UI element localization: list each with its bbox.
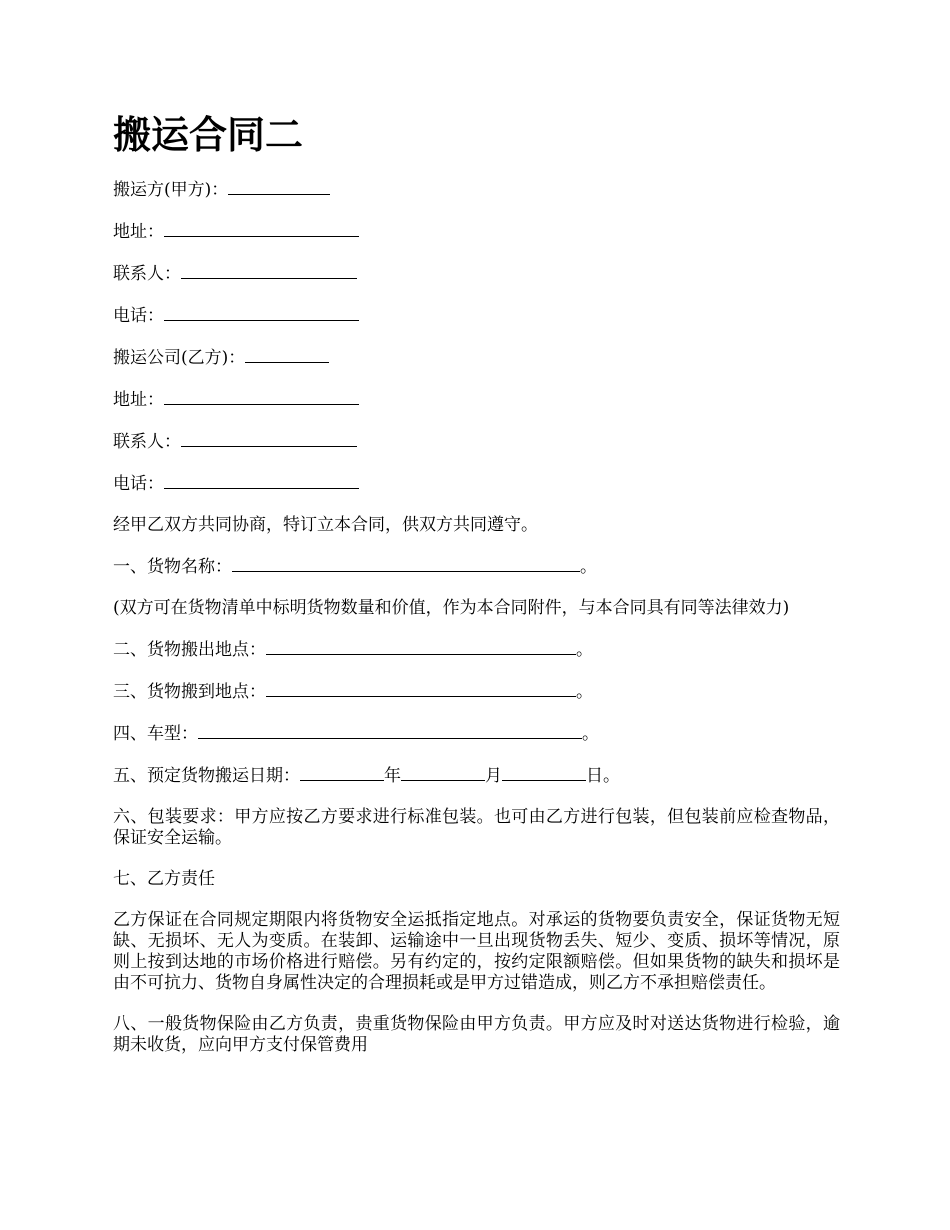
party-b-blank [245,347,329,363]
party-b-phone-line [113,473,840,495]
party-b-address-line [113,389,840,411]
party-a-phone-line [113,305,840,327]
clause-1 [113,556,840,578]
document-body [113,179,840,1076]
party-a-label: 搬运方(甲方)： [113,180,229,200]
party-b-phone-blank [164,473,359,489]
party-b-contact-label: 联系人： [113,432,181,452]
party-a-address-label: 地址： [113,222,164,242]
party-b-address-label: 地址： [113,390,164,410]
clause-3-end: 。 [576,682,593,702]
party-a-contact-line [113,263,840,285]
party-b-address-blank [164,389,359,405]
clause-5-year-blank [300,765,384,781]
clause-2-blank [266,639,576,655]
clause-4-end: 。 [582,724,599,744]
party-b-contact-blank [181,431,357,447]
party-b-label: 搬运公司(乙方)： [113,348,246,368]
party-a-contact-blank [181,263,357,279]
party-b-contact-line [113,431,840,453]
clause-2-label: 二、货物搬出地点： [113,640,266,660]
clause-3-blank [266,681,576,697]
clause-5-day-blank [502,765,586,781]
party-a-line [113,179,840,201]
clause-1-note: (双方可在货物清单中标明货物数量和价值，作为本合同附件，与本合同具有同等法律效力) [113,598,790,618]
document-title: 搬运合同二 [113,112,304,157]
clause-1-end: 。 [580,557,597,577]
clause-7-body: 乙方保证在合同规定期限内将货物安全运抵指定地点。对承运的货物要负责安全，保证货物无短缺、无损坏、无人为变质。在装卸、运输途中一旦出现货物丢失、短少、变质、损坏等情况，原则上按到达地的市场价格进行赔偿。另有约定的，按约定限额赔偿。但如果货物的缺失和损坏是由不可抗力、货物自身属性决定的合理损耗或是甲方过错造成，则乙方不承担赔偿责任。 [113,910,840,993]
clause-1-label: 一、货物名称： [113,557,232,577]
clause-5-month-blank [401,765,485,781]
party-a-blank [228,179,330,195]
clause-4-label: 四、车型： [113,724,198,744]
clause-8: 八、一般货物保险由乙方负责，贵重货物保险由甲方负责。甲方应及时对送达货物进行检验，逾期未收货，应向甲方支付保管费用 [113,1014,840,1055]
clause-1-blank [232,556,580,572]
clause-5-month: 月 [485,766,502,786]
clause-2 [113,639,840,661]
party-a-phone-label: 电话： [113,306,164,326]
clause-5-label: 五、预定货物搬运日期： [113,766,300,786]
party-b-phone-label: 电话： [113,474,164,494]
clause-3-label: 三、货物搬到地点： [113,682,266,702]
clause-5 [113,765,840,787]
intro-paragraph: 经甲乙双方共同协商，特订立本合同，供双方共同遵守。 [113,515,538,535]
clause-5-year: 年 [384,766,401,786]
party-a-address-blank [164,221,359,237]
clause-2-end: 。 [576,640,593,660]
party-b-line [113,347,840,369]
clause-5-day: 日。 [586,766,620,786]
party-a-address-line [113,221,840,243]
party-a-phone-blank [164,305,359,321]
clause-6: 六、包装要求：甲方应按乙方要求进行标准包装。也可由乙方进行包装，但包装前应检查物品，保证安全运输。 [113,807,840,848]
clause-3 [113,681,840,703]
clause-4 [113,723,840,745]
clause-7-heading: 七、乙方责任 [113,869,215,889]
clause-4-blank [198,723,582,739]
party-a-contact-label: 联系人： [113,264,181,284]
